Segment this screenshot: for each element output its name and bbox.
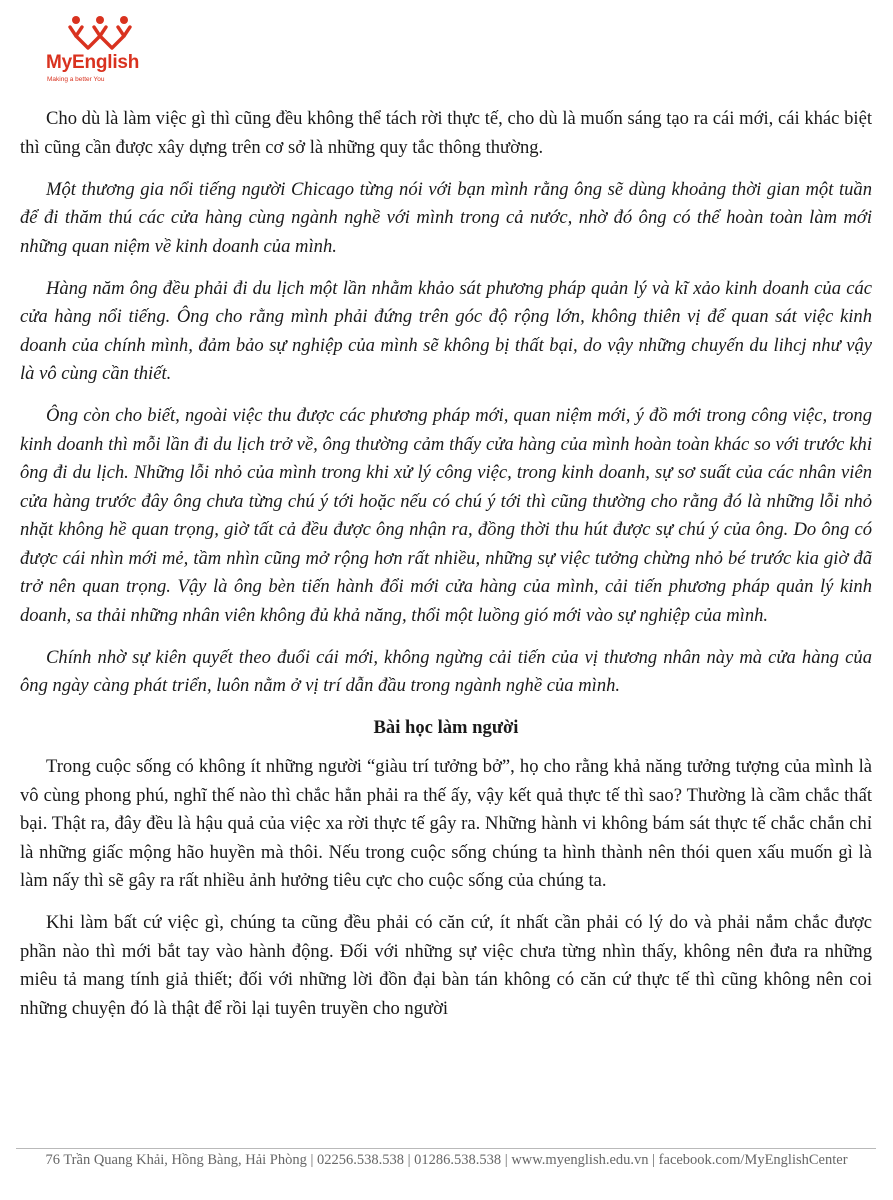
footer-divider	[16, 1148, 876, 1149]
article-body	[20, 105, 872, 1037]
paragraph-6: Trong cuộc sống có không ít những người “giàu trí tưởng bở”, họ cho rằng khả năng tưởng tượng của mình là vô cùng phong phú, nghĩ thế nào thì chắc hẳn phải ra thế ấy, vậy kết quả thực tế thì sao? Thường là cầm chắc thất bại. Thật ra, đây đều là hậu quả của việc xa rời thực tế gây ra. Những hành vi không bám sát thực tế chắc chắn chỉ là những giấc mộng hão huyền mà thôi. Nếu trong cuộc sống chúng ta hình thành nên thói quen xấu muốn gì là làm nấy thì sẽ gây ra rất nhiều ảnh hưởng tiêu cực cho cuộc sống của chúng ta.	[20, 756, 872, 891]
footer-contact: 76 Trần Quang Khải, Hồng Bàng, Hải Phòng | 02256.538.538 | 01286.538.538 | www.myenglish.edu.vn | facebook.com/MyEnglishCenter	[45, 1152, 848, 1168]
logo-tagline: Making a better You	[47, 76, 105, 83]
section-heading: Bài học làm người	[373, 717, 519, 738]
paragraph-5: Chính nhờ sự kiên quyết theo đuổi cái mới, không ngừng cải tiến của vị thương nhân này mà cửa hàng của ông ngày càng phát triển, luôn nằm ở vị trí dẫn đầu trong ngành nghề của mình.	[20, 646, 872, 696]
people-logo-icon	[68, 14, 132, 50]
paragraph-7: Khi làm bất cứ việc gì, chúng ta cũng đều phải có căn cứ, ít nhất cần phải có lý do và phải nắm chắc được phần nào thì mới bắt tay vào hành động. Đối với những sự việc chưa từng nhìn thấy, không nên đưa ra những miêu tả mang tính giả thiết; đối với những lời đồn đại bàn tán không có căn cứ thực tế thì cũng không nên coi những chuyện đó là thật để rồi lại tuyên truyền cho người	[20, 912, 872, 1019]
paragraph-2: Một thương gia nổi tiếng người Chicago từng nói với bạn mình rằng ông sẽ dùng khoảng thời gian một tuần để đi thăm thú các cửa hàng cùng ngành nghề với mình trong cả nước, nhờ đó ông có thể hoàn toàn làm mới những quan niệm về kinh doanh của mình.	[20, 178, 872, 257]
paragraph-4: Ông còn cho biết, ngoài việc thu được các phương pháp mới, quan niệm mới, ý đồ mới trong công việc, trong kinh doanh thì mỗi lần đi du lịch trở về, ông thường cảm thấy cửa hàng của mình hoàn toàn khác so với trước khi ông đi du lịch. Những lỗi nhỏ của mình trong khi xử lý công việc, trong kinh doanh, sự sơ suất của các nhân viên cửa hàng trước đây ông chưa từng chú ý tới hoặc nếu có chú ý tới thì cũng thường cho rằng đó là những lỗi nhỏ nhặt không hề quan trọng, giờ tất cả đều được ông nhận ra, đồng thời thu hút được sự chú ý của ông. Do ông có được cái nhìn mới mẻ, tầm nhìn cũng mở rộng hơn rất nhiều, những sự việc tưởng chừng nhỏ bé trước kia giờ đã trở nên quan trọng. Vậy là ông bèn tiến hành đổi mới cửa hàng của mình, cải tiến phương pháp quản lý kinh doanh, sa thải những nhân viên không đủ khả năng, thổi một luồng gió mới vào sự nghiệp của mình.	[20, 405, 872, 626]
brand-logo	[46, 14, 156, 84]
paragraph-1: Cho dù là làm việc gì thì cũng đều không thể tách rời thực tế, cho dù là muốn sáng tạo ra cái mới, cái khác biệt thì cũng cần được xây dựng trên cơ sở là những quy tắc thông thường.	[20, 108, 872, 158]
paragraph-3: Hàng năm ông đều phải đi du lịch một lần nhằm khảo sát phương pháp quản lý và kĩ xảo kinh doanh của các cửa hàng nổi tiếng. Ông cho rằng mình phải đứng trên góc độ rộng lớn, không thiên vị để quan sát việc kinh doanh của chính mình, đảm bảo sự nghiệp của mình sẽ không bị thất bại, do vậy những chuyến du lihcj như vậy là vô cùng cần thiết.	[20, 277, 872, 384]
logo-wordmark: MyEnglish	[46, 52, 140, 73]
